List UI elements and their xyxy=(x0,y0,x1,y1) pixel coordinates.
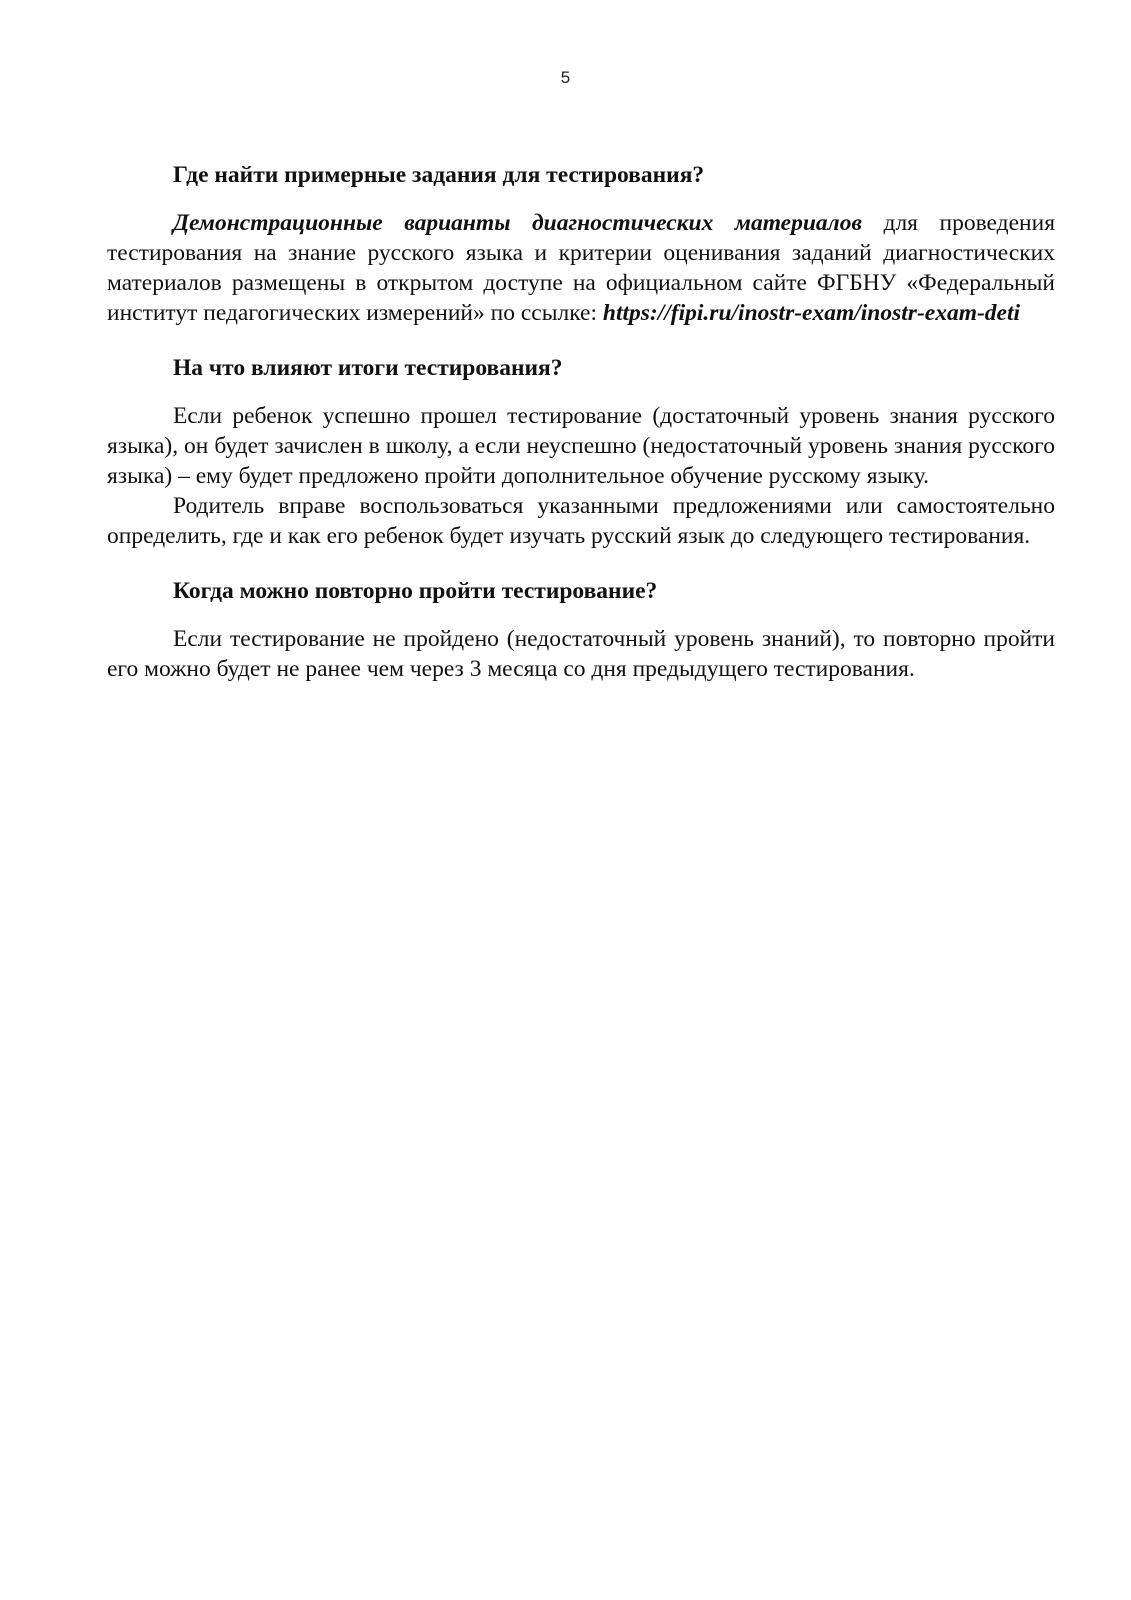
paragraph: Родитель вправе воспользоваться указанными предложениями или самостоятельно определить, где и как его ребенок будет изучать русский язык до следующего тестирования. xyxy=(107,493,1055,549)
paragraph-text: для проведения тестирования на знание русского языка и критерии оценивания заданий диагностических материалов размещены в открытом доступе на официальном сайте ФГБНУ «Федеральный институт педагогических измерений» по ссылке: xyxy=(107,210,1056,326)
section-heading: Где найти примерные задания для тестирования? xyxy=(173,162,705,188)
section-where-to-find-tasks xyxy=(107,160,1055,328)
paragraph: Если тестирование не пройдено (недостаточный уровень знаний), то повторно пройти его можно будет не ранее чем через 3 месяца со дня предыдущего тестирования. xyxy=(107,626,1055,682)
page-number: 5 xyxy=(560,68,571,87)
section-retake-test xyxy=(107,576,1055,684)
section-test-results-impact xyxy=(107,353,1055,551)
paragraph: Если ребенок успешно прошел тестирование (достаточный уровень знания русского языка), он будет зачислен в школу, а если неуспешно (недостаточный уровень знания русского языка) – ему будет предложено пройти дополнительное обучение русскому языку. xyxy=(107,403,1055,489)
emphasis-text: Демонстрационные варианты диагностических материалов xyxy=(173,210,862,236)
section-heading: На что влияют итоги тестирования? xyxy=(173,355,563,381)
fipi-link[interactable]: https://fipi.ru/inostr-exam/inostr-exam-deti xyxy=(602,300,1021,326)
section-heading: Когда можно повторно пройти тестирование? xyxy=(173,578,658,604)
document-body xyxy=(107,160,1055,709)
paragraph xyxy=(107,208,1055,328)
